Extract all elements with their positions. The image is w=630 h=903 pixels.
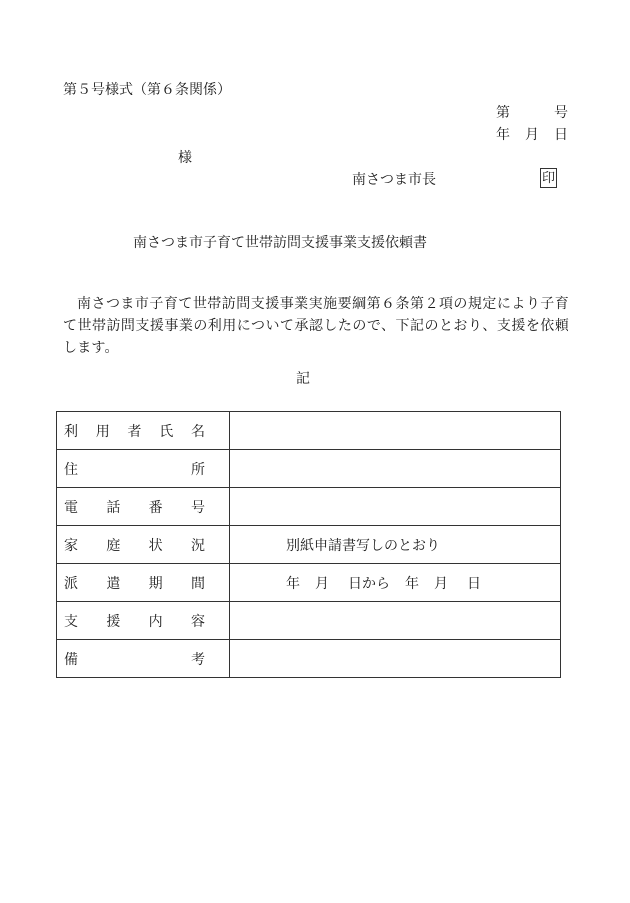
phone-field[interactable] <box>230 488 561 526</box>
address-field[interactable] <box>230 450 561 488</box>
record-heading: 記 <box>296 371 310 387</box>
row-label <box>57 526 230 564</box>
label-char: 氏 <box>159 423 174 440</box>
remarks-field[interactable] <box>230 640 561 678</box>
label-char: 支 <box>64 613 78 630</box>
table-row-remarks <box>57 640 561 678</box>
label-char: 間 <box>190 575 205 592</box>
row-label <box>57 450 230 488</box>
details-table <box>56 411 561 678</box>
period-dates <box>286 573 560 593</box>
row-label <box>57 412 230 450</box>
label-char: 容 <box>190 613 205 630</box>
label-char: 況 <box>190 537 205 554</box>
period-start-year: 年 <box>286 575 300 592</box>
document-number-prefix: 第 <box>496 105 510 121</box>
label-char: 所 <box>191 461 205 478</box>
user-name-field[interactable] <box>230 412 561 450</box>
label-char: 住 <box>64 461 78 478</box>
table-row-address <box>57 450 561 488</box>
label-char: 電 <box>64 499 78 516</box>
period-end-day: 日 <box>467 575 481 592</box>
table-row-support-content <box>57 602 561 640</box>
label-char: 派 <box>64 575 78 592</box>
label-char: 用 <box>95 423 110 440</box>
row-label <box>57 564 230 602</box>
row-label <box>57 602 230 640</box>
label-char: 考 <box>191 651 205 668</box>
date-month: 月 <box>525 127 539 143</box>
label-char: 備 <box>64 651 78 668</box>
table-row-dispatch-period <box>57 564 561 602</box>
label-char: 状 <box>148 537 163 554</box>
label-char: 番 <box>148 499 163 516</box>
table-row-user-name <box>57 412 561 450</box>
label-char: 者 <box>127 423 142 440</box>
label-char: 内 <box>148 613 163 630</box>
label-char: 名 <box>191 423 205 440</box>
date-year: 年 <box>496 127 510 143</box>
row-label <box>57 488 230 526</box>
document-title: 南さつま市子育て世帯訪問支援事業支援依頼書 <box>133 235 427 251</box>
row-label <box>57 640 230 678</box>
table-row-family-situation <box>57 526 561 564</box>
document-number <box>496 104 568 122</box>
period-start-month: 月 <box>315 575 329 592</box>
family-situation-value: 別紙申請書写しのとおり <box>230 526 561 564</box>
form-number: 第５号様式（第６条関係） <box>63 82 231 98</box>
sender-name: 南さつま市長 <box>352 172 436 188</box>
support-content-field[interactable] <box>230 602 561 640</box>
label-char: 家 <box>64 537 78 554</box>
period-end-month: 月 <box>434 575 448 592</box>
period-start-day: 日から <box>348 575 390 592</box>
label-char: 利 <box>64 423 78 440</box>
document-date <box>496 126 568 144</box>
seal-stamp: 印 <box>540 168 557 188</box>
label-char: 援 <box>106 613 121 630</box>
label-char: 遣 <box>106 575 121 592</box>
label-char: 話 <box>106 499 121 516</box>
label-char: 期 <box>148 575 163 592</box>
date-day: 日 <box>554 127 568 143</box>
addressee-honorific: 様 <box>178 150 192 166</box>
label-char: 庭 <box>106 537 121 554</box>
label-char: 号 <box>190 499 205 516</box>
document-number-suffix: 号 <box>554 105 568 121</box>
table-row-phone <box>57 488 561 526</box>
dispatch-period-field[interactable] <box>230 564 561 602</box>
period-end-year: 年 <box>405 575 419 592</box>
body-paragraph: 南さつま市子育て世帯訪問支援事業実施要綱第６条第２項の規定により子育て世帯訪問支援事業の利用について承認したので、下記のとおり、支援を依頼します。 <box>63 296 569 356</box>
